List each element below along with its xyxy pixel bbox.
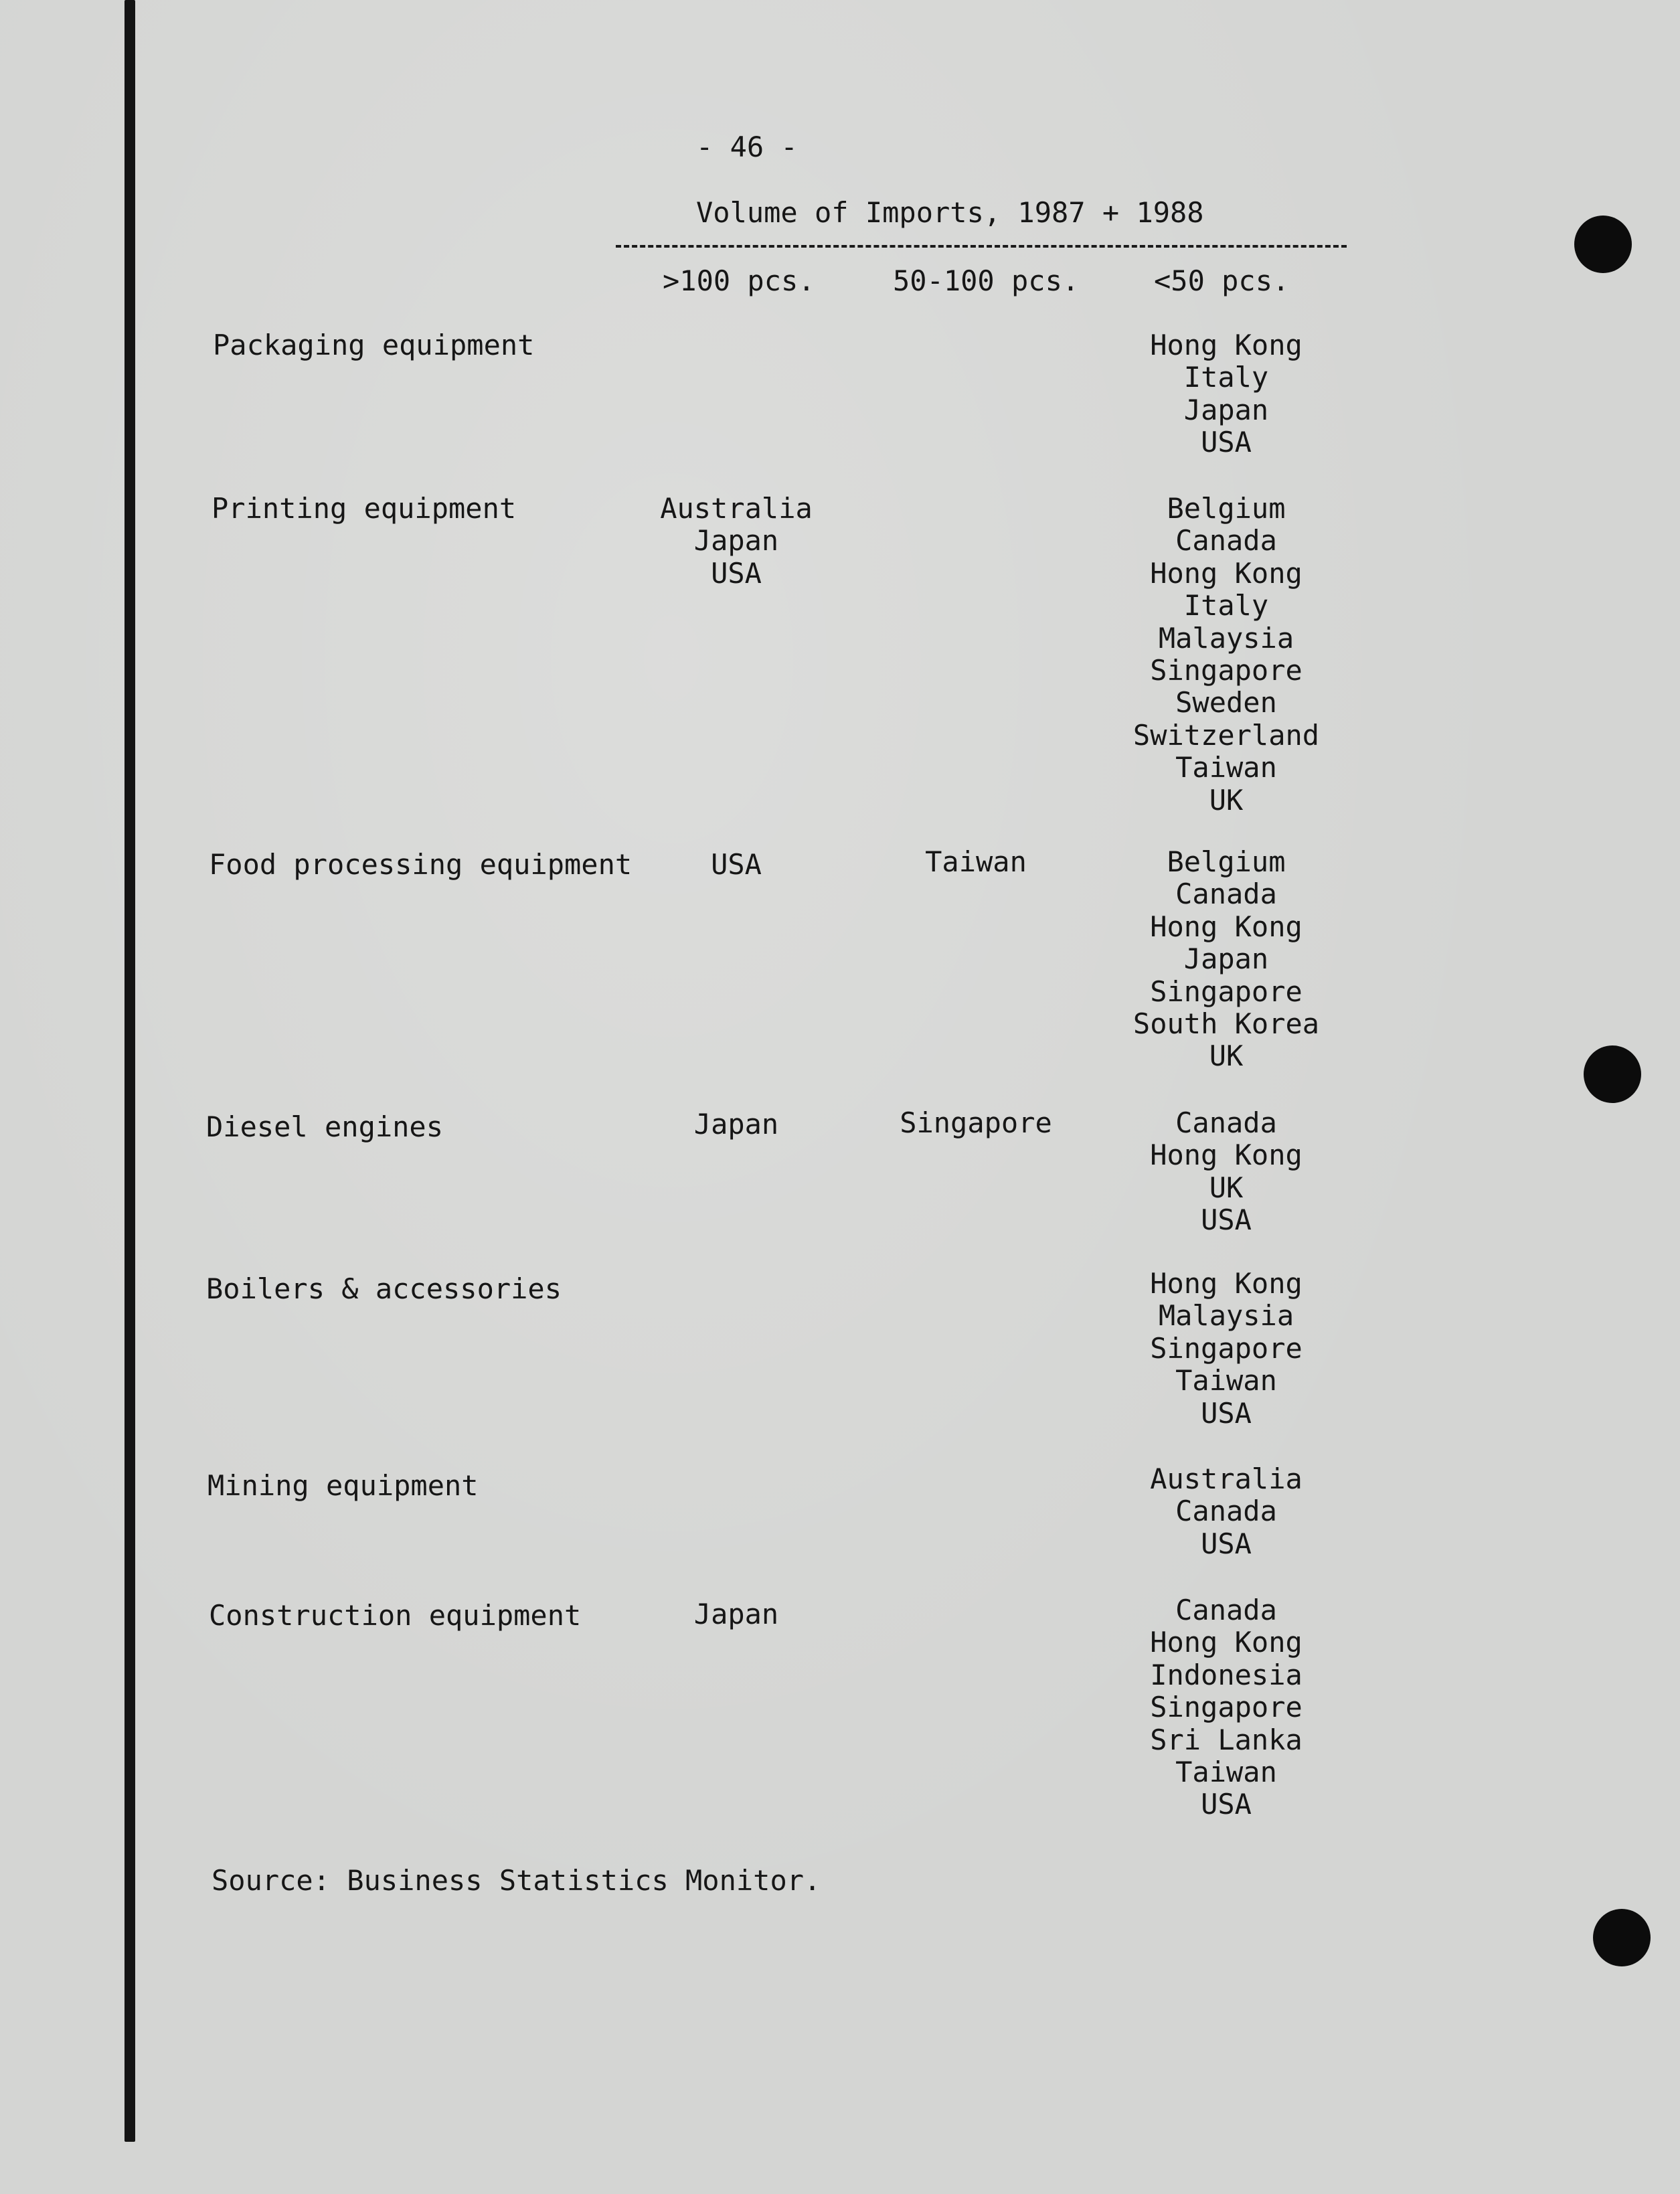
country-name: Belgium <box>1167 845 1286 878</box>
country-name: Taiwan <box>1175 1364 1277 1398</box>
country-name: Japan <box>693 1598 779 1630</box>
row-label: Boilers & accessories <box>206 1272 562 1305</box>
table-title: Volume of Imports, 1987 + 1988 <box>696 196 1204 229</box>
punch-hole <box>1574 216 1632 273</box>
country-name: Canada <box>1175 1495 1277 1528</box>
country-name: Hong Kong <box>1150 1267 1303 1300</box>
column-header-50-100: 50-100 pcs. <box>893 264 1080 297</box>
country-name: UK <box>1209 783 1244 817</box>
country-name: South Korea <box>1132 1007 1320 1041</box>
country-name: Indonesia <box>1150 1658 1303 1691</box>
country-name: USA <box>1201 1396 1252 1430</box>
country-name: Singapore <box>900 1106 1052 1139</box>
country-name: Japan <box>1183 942 1269 976</box>
country-name: Malaysia <box>1158 1299 1294 1333</box>
country-name: USA <box>711 556 762 590</box>
cell-over-100 <box>602 1598 870 1630</box>
cell-over-100 <box>602 493 870 590</box>
row-label: Mining equipment <box>207 1469 479 1502</box>
country-name: Hong Kong <box>1150 1138 1303 1172</box>
cell-50-100 <box>842 846 1110 878</box>
country-name: USA <box>1201 1527 1252 1560</box>
row-label: Packaging equipment <box>213 329 535 361</box>
country-name: USA <box>1201 426 1252 459</box>
country-name: USA <box>711 848 762 881</box>
punch-hole <box>1584 1045 1641 1103</box>
country-name: Japan <box>1183 393 1269 426</box>
country-name: Canada <box>1175 1594 1277 1626</box>
country-name: Hong Kong <box>1150 910 1303 943</box>
country-name: Hong Kong <box>1150 1626 1303 1659</box>
country-name: Japan <box>693 524 779 558</box>
country-name: Switzerland <box>1132 718 1320 752</box>
country-name: Italy <box>1183 361 1269 394</box>
punch-hole <box>1593 1909 1651 1966</box>
dashed-rule <box>616 245 1347 248</box>
page-number: - 46 - <box>696 131 798 163</box>
country-name: Sweden <box>1175 686 1277 720</box>
country-name: Japan <box>693 1108 779 1141</box>
country-name: Sri Lanka <box>1150 1723 1303 1756</box>
cell-over-100 <box>602 1108 870 1141</box>
cell-under-50 <box>1092 493 1360 817</box>
country-name: Canada <box>1175 1106 1277 1139</box>
country-name: Singapore <box>1150 975 1303 1008</box>
country-name: Singapore <box>1150 654 1303 687</box>
country-name: Hong Kong <box>1150 329 1303 361</box>
column-header-under-50: <50 pcs. <box>1154 264 1290 297</box>
country-name: Malaysia <box>1158 621 1294 655</box>
cell-under-50 <box>1092 846 1360 1073</box>
binding-margin-line <box>124 0 135 2142</box>
country-name: USA <box>1201 1788 1252 1821</box>
cell-under-50 <box>1092 1463 1360 1560</box>
source-note: Source: Business Statistics Monitor. <box>212 1864 821 1897</box>
country-name: Singapore <box>1150 1331 1303 1365</box>
row-label: Printing equipment <box>212 492 517 525</box>
row-label: Diesel engines <box>206 1110 444 1143</box>
country-name: UK <box>1209 1171 1244 1204</box>
cell-under-50 <box>1092 1268 1360 1430</box>
country-name: Belgium <box>1167 492 1286 525</box>
country-name: Taiwan <box>925 845 1027 878</box>
column-header-over-100: >100 pcs. <box>663 264 815 297</box>
cell-50-100 <box>842 1107 1110 1139</box>
row-label: Food processing equipment <box>209 848 633 881</box>
country-name: Italy <box>1183 589 1269 622</box>
country-name: UK <box>1209 1039 1244 1073</box>
country-name: USA <box>1201 1203 1252 1237</box>
country-name: Hong Kong <box>1150 556 1303 590</box>
row-label: Construction equipment <box>209 1599 582 1632</box>
cell-under-50 <box>1092 1107 1360 1237</box>
country-name: Singapore <box>1150 1691 1303 1724</box>
cell-over-100 <box>602 849 870 881</box>
cell-under-50 <box>1092 1594 1360 1821</box>
country-name: Canada <box>1175 524 1277 558</box>
country-name: Australia <box>660 492 813 525</box>
country-name: Taiwan <box>1175 751 1277 784</box>
cell-under-50 <box>1092 329 1360 459</box>
country-name: Australia <box>1150 1462 1303 1495</box>
country-name: Taiwan <box>1175 1756 1277 1789</box>
country-name: Canada <box>1175 877 1277 911</box>
